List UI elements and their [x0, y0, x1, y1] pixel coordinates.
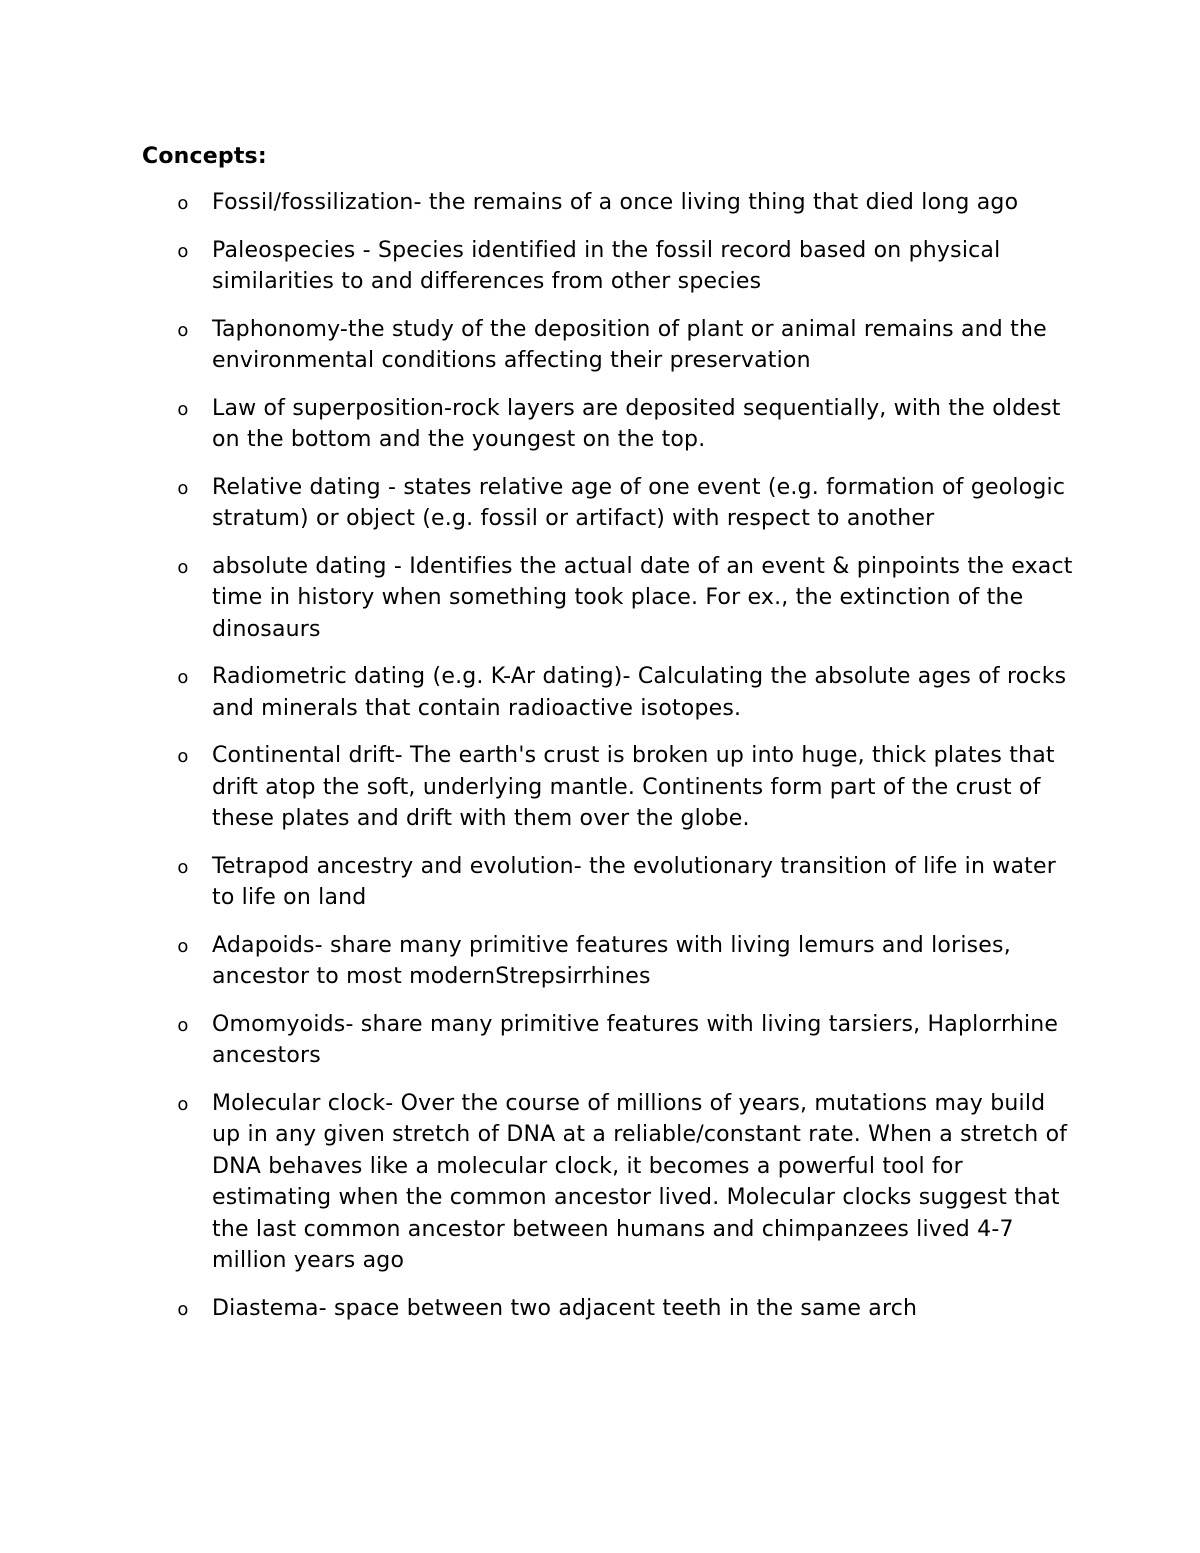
concept-text: Radiometric dating (e.g. K-Ar dating)- Calculating the absolute ages of rocks and minerals that contain radioactive isotopes.	[212, 664, 1067, 721]
list-item	[0, 1088, 1200, 1277]
concept-text: Taphonomy-the study of the deposition of plant or animal remains and the environmental conditions affecting their preservation	[212, 316, 1047, 373]
bullet-icon: o	[177, 193, 189, 214]
list-item	[0, 1009, 1200, 1072]
concept-text: Continental drift- The earth's crust is broken up into huge, thick plates that drift atop the soft, underlying mantle. Continents form part of the crust of these plates and drift with them over the globe.	[212, 743, 1055, 831]
bullet-icon: o	[177, 746, 189, 767]
bullet-icon: o	[177, 1093, 189, 1115]
bullet-icon: o	[177, 667, 189, 688]
list-item	[0, 930, 1200, 993]
bullet-icon: o	[177, 398, 189, 420]
list-item	[0, 851, 1200, 914]
concepts-heading: Concepts:	[142, 144, 267, 169]
bullet-icon: o	[177, 240, 189, 262]
bullet-icon: o	[177, 1298, 189, 1320]
list-item	[0, 740, 1200, 835]
concept-text: Law of superposition-rock layers are deposited sequentially, with the oldest on the bottom and the youngest on the top.	[212, 395, 1061, 452]
concept-text: Omomyoids- share many primitive features with living tarsiers, Haplorrhine ancestors	[212, 1011, 1059, 1068]
concept-text: Adapoids- share many primitive features with living lemurs and lorises, ancestor to most modernStrepsirrhines	[212, 932, 1011, 989]
list-item	[0, 235, 1200, 298]
bullet-icon: o	[177, 477, 189, 499]
bullet-icon: o	[177, 935, 189, 957]
bullet-icon: o	[177, 319, 189, 341]
list-item	[0, 393, 1200, 456]
concept-text: Molecular clock- Over the course of millions of years, mutations may build up in any given stretch of DNA at a reliable/constant rate. When a stretch of DNA behaves like a molecular clock, it becomes a powerful tool for estimating when the common ancestor lived. Molecular clocks suggest that the last common ancestor between humans and chimpanzees lived 4-7 million years ago	[212, 1090, 1068, 1273]
concept-text: absolute dating - Identifies the actual date of an event & pinpoints the exact time in history when something took place. For ex., the extinction of the dinosaurs	[212, 553, 1073, 642]
bullet-icon: o	[177, 556, 189, 578]
list-item	[0, 661, 1200, 724]
bullet-icon: o	[177, 856, 189, 878]
concept-text: Tetrapod ancestry and evolution- the evolutionary transition of life in water to life on land	[212, 853, 1056, 910]
concept-text: Relative dating - states relative age of one event (e.g. formation of geologic stratum) or object (e.g. fossil or artifact) with respect to another	[212, 474, 1066, 531]
list-item	[0, 472, 1200, 535]
concepts-list	[0, 187, 1200, 1340]
concept-text: Diastema- space between two adjacent teeth in the same arch	[212, 1295, 918, 1321]
list-item	[0, 314, 1200, 377]
bullet-icon: o	[177, 1014, 189, 1036]
list-item	[0, 187, 1200, 219]
concept-text: Paleospecies - Species identified in the fossil record based on physical similarities to and differences from other species	[212, 237, 1001, 294]
list-item	[0, 551, 1200, 646]
concept-text: Fossil/fossilization- the remains of a once living thing that died long ago	[212, 190, 1019, 215]
list-item	[0, 1293, 1200, 1325]
